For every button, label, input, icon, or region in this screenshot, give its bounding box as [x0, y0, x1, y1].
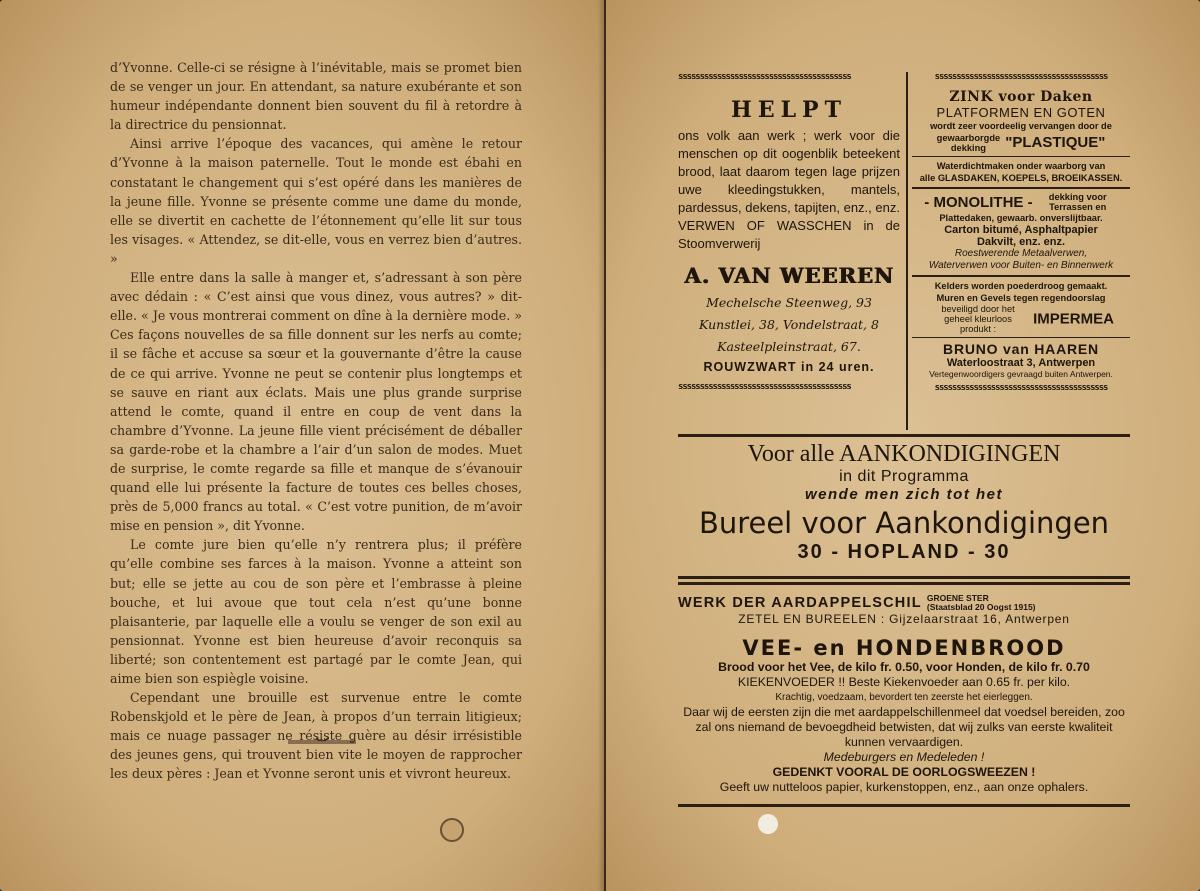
- paragraph: Cependant une brouille est survenue entre le comte Robenskjold et le père de Jean, à propos d’un terrain litigieux; mais ce nuage passager ne résiste guère au désir irrésistible des jeunes gens, qui trouvent bien vite le moyen de rapprocher les deux pères : Jean et Yvonne seront unis et vivront heureux.: [110, 690, 522, 782]
- decorative-border: ssssssssssssssssssssssssssssssssssssssss: [934, 383, 1108, 393]
- ad-company: Bureel voor Aankondigingen: [698, 506, 1110, 540]
- ad-line: Krachtig, voedzaam, bevordert ten zeerste het eierleggen.: [775, 691, 1033, 703]
- decorative-border: ssssssssssssssssssssssssssssssssssssssss: [678, 72, 851, 82]
- ad-text: beveiligd door het geheel kleurloos produkt :: [941, 303, 1015, 334]
- address: Kasteelpleinstraat, 67.: [717, 339, 861, 354]
- punch-hole: [758, 814, 778, 834]
- section-rule: [678, 804, 1130, 807]
- ad-line: Plattedaken, gewaarb. onverslijtbaar.: [939, 213, 1103, 223]
- paragraph: Ainsi arrive l’époque des vacances, qui amène le retour d’Yvonne à la maison paternelle. Tout le monde est ébahi en constatant le changement qui s’est opéré dans les manières de la jeune fille. Yvonne se présente comme une dame du monde, elle se divertit en cachette de l’étonnement qu’elle lit sur tous les visages. « Attendez, se dit-elle, vous en verrez bien d’autres. »: [110, 136, 522, 266]
- paragraph: Elle entre dans la salle à manger et, s’adressant à son père avec dédain : « C’est ainsi que vous dinez, vous autres? » dit-elle. « Je vous montrerai comment on dîne à la dernière mode. » Ces façons nouvelles de sa fille donnent sur les nerfs au comte; il se fâche et accuse sa sœur et la gouvernante d’être la cause de ce qui arrive. Yvonne ne peut se contenir plus longtemps et se sauve en riant aux éclats. Mais une plus grande surprise attend le comte, quand il entre en coup de vent dans la chambre d’Yvonne. La jeune fille vient précisément de déballer sa garde-robe et la chambre a l’air d’un salon de modes. Muet de surprise, le comte regarde sa fille et manque de s’évanouir quand elle lui présente la facture de toutes ces belles choses, près de 5,000 francs au total. « C’est votre punition, de m’avoir mise en pension », dit Yvonne.: [110, 270, 522, 534]
- ad-aardappelschil: [678, 592, 1130, 795]
- ad-text: GROENE STER: [926, 592, 989, 603]
- ad-line: [912, 304, 1130, 334]
- ad-text: (Staatsblad 20 Oogst 1915): [926, 601, 1036, 612]
- ad-line: Medeburgers en Medeleden !: [823, 749, 985, 764]
- section-rule: [678, 576, 1130, 579]
- address: Mechelsche Steenweg, 93: [706, 295, 872, 310]
- ad-line: Daar wij de eersten zijn die met aardappelschillenmeel dat voedsel bereiden, zoo zal ons niemand de bevoegdheid betwisten, dat wij zulks van eerste kwaliteit kunnen vervaardigen.: [683, 704, 1125, 749]
- address: Kunstlei, 38, Vondelstraat, 8: [699, 317, 879, 332]
- story-text: [110, 58, 522, 784]
- paragraph: d’Yvonne. Celle-ci se résigne à l’inévitable, mais se promet bien de se venger un jour. En attendant, sa nature exubérante et son humeur indépendante donnent bien souvent du fil à retordre à la directrice du pensionnat.: [110, 60, 522, 133]
- address: 30 - HOPLAND - 30: [797, 541, 1011, 563]
- rule: [912, 275, 1130, 277]
- ad-zink: [912, 72, 1130, 394]
- ad-aankondigingen: [678, 440, 1130, 564]
- ad-line: Vertegenwoordigers gevraagd buiten Antwerpen.: [929, 369, 1113, 379]
- address: ZETEL EN BUREELEN : Gijzelaarstraat 16, Antwerpen: [738, 611, 1070, 626]
- rule: [912, 337, 1130, 339]
- ad-title: Voor alle AANKONDIGINGEN: [747, 441, 1061, 467]
- address: Waterloostraat 3, Antwerpen: [946, 357, 1096, 369]
- decorative-border: ssssssssssssssssssssssssssssssssssssssss: [678, 382, 851, 392]
- monolithe-brand: - MONOLITHE -: [924, 193, 1033, 211]
- ad-headline: VEE- en HONDENBROOD: [742, 635, 1066, 660]
- section-rule: [678, 582, 1130, 585]
- ad-line: Waterdichtmaken onder waarborg van: [936, 161, 1106, 171]
- tagline: ROUWZWART in 24 uren.: [703, 360, 875, 374]
- ad-line: [912, 132, 1130, 153]
- ad-body: ons volk aan werk ; werk voor die menschen op dit oogenblik beteekent brood, laat daarom tegen lage prijzen uwe kleedingstukken, mantels, pardessus, dekens, tapijten, enz., enz. VERWEN OF WASSCHEN in de Stoomverwerij: [678, 128, 900, 251]
- plastique-brand: "PLASTIQUE": [1005, 134, 1106, 151]
- ad-helpt: [678, 72, 900, 393]
- decorative-border: ssssssssssssssssssssssssssssssssssssssss: [934, 72, 1108, 82]
- ad-text: dekking voor Terrassen en: [1048, 192, 1107, 212]
- punch-hole: [440, 818, 464, 842]
- ad-line: Roestwerende Metaalverwen,: [954, 248, 1088, 259]
- ad-line: alle GLASDAKEN, KOEPELS, BROEIKASSEN.: [919, 173, 1123, 183]
- ad-line: Geeft uw nutteloos papier, kurkenstoppen, enz., aan onze ophalers.: [719, 779, 1089, 794]
- ad-text: dekking: [950, 142, 986, 153]
- ad-line: Waterverwen voor Buiten- en Binnenwerk: [928, 260, 1114, 271]
- ad-title: HELPT: [731, 97, 847, 123]
- ad-line: GEDENKT VOORAL DE OORLOGSWEEZEN !: [772, 764, 1036, 779]
- ad-title: ZINK voor Daken: [949, 89, 1093, 105]
- ad-text: gewaarborgde: [936, 132, 1001, 143]
- ad-line: Dakvilt, enz. enz.: [976, 236, 1066, 248]
- ad-line: [912, 192, 1130, 213]
- rule: [912, 156, 1130, 158]
- ad-line: Kelders worden poederdroog gemaakt.: [934, 280, 1108, 291]
- ornament-divider: [288, 737, 356, 745]
- ad-title: WERK DER AARDAPPELSCHIL: [678, 595, 922, 611]
- ad-line: KIEKENVOEDER !! Beste Kiekenvoeder aan 0.65 fr. per kilo.: [737, 674, 1071, 689]
- ad-line: wordt zeer voordeelig vervangen door de: [930, 121, 1112, 131]
- column-divider: [906, 72, 908, 430]
- ad-line: in dit Programma: [839, 468, 969, 485]
- ad-line: wende men zich tot het: [804, 486, 1003, 503]
- impermea-brand: IMPERMEA: [1033, 310, 1114, 327]
- company-name: A. VAN WEEREN: [684, 263, 894, 288]
- ad-line: Muren en Gevels tegen regendoorslag: [936, 292, 1106, 303]
- ad-subtitle: PLATFORMEN EN GOTEN: [936, 105, 1106, 120]
- rule: [912, 187, 1130, 189]
- ad-line: Carton bitumé, Asphaltpapier: [944, 224, 1098, 236]
- section-rule: [678, 434, 1130, 437]
- company-name: BRUNO van HAAREN: [943, 341, 1099, 357]
- paragraph: Le comte jure bien qu’elle n’y rentrera plus; il préfère qu’elle combine ses farces à la maison. Yvonne a atteint son but; elle se jette au cou de son père et l’embrasse à pleine bouche, et lui avoue que tout cela n’est qu’une bonne plaisanterie, par laquelle elle a voulu se venger de son exil au pensionnat. Yvonne est bien heureuse d’avoir reconquis sa liberté; son contentement est partagé par le comte Jean, qui aime bien son espiègle voisine.: [110, 537, 522, 686]
- ad-line: Brood voor het Vee, de kilo fr. 0.50, voor Honden, de kilo fr. 0.70: [718, 659, 1090, 674]
